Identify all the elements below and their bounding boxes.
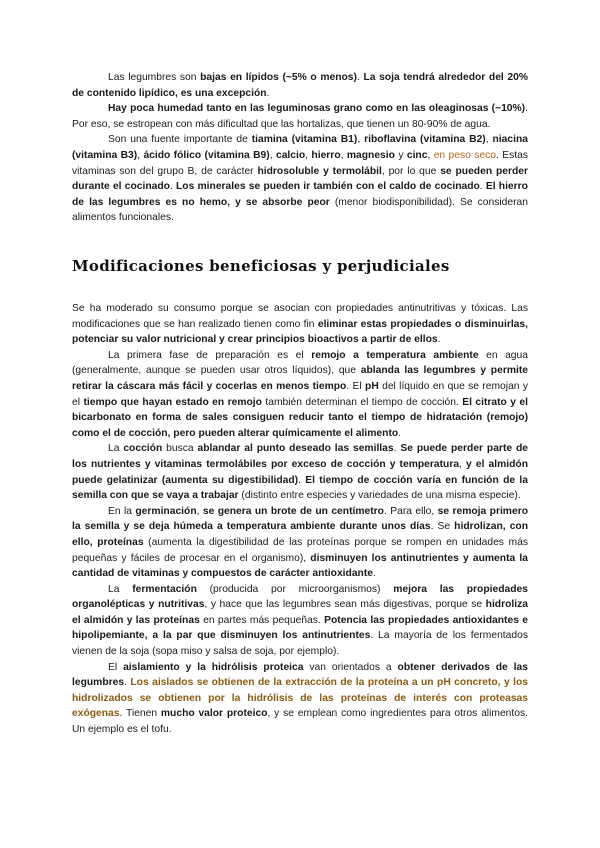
- bold-text: tiempo que hayan estado en remojo: [83, 396, 262, 408]
- text: . Tienen: [119, 708, 161, 720]
- bold-text: Hay poca humedad tanto en las leguminosas grano como en las oleaginosas (~10%): [108, 103, 526, 115]
- bold-text: remojo a temperatura ambiente: [311, 349, 479, 361]
- bold-text: fermentación: [132, 583, 197, 595]
- text: ,: [137, 149, 144, 161]
- bold-text: ablanda las legumbres y permite retirar la cáscara más fácil y cocerlas en menos tiempo: [72, 365, 528, 392]
- paragraph-humidity: [72, 101, 528, 132]
- text: .: [437, 334, 441, 346]
- text: Se ha moderado su consumo porque se asocian con propiedades antinutritivas y tóxicas. Las modificaciones que se han realizado tienen como fin: [72, 303, 528, 330]
- text: en agua (generalmente, aunque se pueden usar otros líquidos), que: [72, 349, 528, 377]
- paragraph-overview: [72, 301, 528, 348]
- paragraph-isolation: [72, 660, 528, 738]
- text: . Para ello,: [383, 505, 438, 517]
- text: . La mayoría de los fermentados vienen de la soja (sopa miso y salsa de soja, por ejemplo).: [72, 630, 528, 658]
- text: La: [108, 583, 133, 595]
- text: (menor biodisponibilidad). Se consideran alimentos funcionales.: [72, 196, 528, 224]
- text: (aumenta la digestibilidad de las proteínas porque se rompen en unidades más pequeñas y fáciles de procesar en el organismo),: [72, 536, 528, 564]
- text: y: [394, 149, 407, 161]
- text: .: [266, 87, 270, 99]
- text: La: [108, 443, 124, 455]
- bold-text: mejora las propiedades organolépticas y nutritivas: [72, 583, 528, 611]
- text: Las legumbres son: [108, 72, 201, 83]
- bold-text: El hierro de las legumbres es no hemo, y se absorbe peor: [72, 181, 528, 208]
- highlight-text: en peso seco: [433, 149, 496, 161]
- paragraph-vitamins: [72, 132, 528, 226]
- bold-text: riboflavina (vitamina B2): [364, 134, 486, 146]
- bold-text: ácido fólico (vitamina B9): [143, 149, 270, 161]
- paragraph-lipids: [72, 70, 528, 101]
- bold-text: se pueden perder durante el cocinado: [72, 165, 529, 193]
- text: . Por eso, se estropean con más dificultad que las hortalizas, que tienen un 80-90% de agua.: [72, 103, 528, 130]
- bold-text: El tiempo de cocción varía en función de la semilla con que se vaya a trabajar: [72, 474, 528, 502]
- bold-text: bajas en lípidos (~5% o menos): [200, 72, 357, 83]
- bold-text: hidroliza el almidón y las proteínas: [72, 599, 528, 626]
- text: . Se: [430, 521, 455, 533]
- text: ,: [357, 134, 365, 146]
- text: .: [124, 677, 131, 689]
- highlight-text: Los aislados se obtienen de la extracción de la proteína a un pH concreto, y los hidrolizados se obtienen por la hidrólisis de las proteínas de interés con proteasas exógenas: [72, 677, 528, 720]
- text: (distinto entre especies y variedades de una misma especie).: [238, 490, 521, 502]
- bold-text: niacina (vitamina B3): [72, 134, 528, 161]
- paragraph-germination: [72, 504, 528, 582]
- text: ,: [196, 505, 203, 517]
- bold-text: Los minerales se pueden ir también con el caldo de cocinado: [176, 181, 480, 193]
- bold-text: disminuyen los antinutrientes y aumenta la cantidad de vitaminas y compuestos de carácter antioxidante: [72, 552, 528, 580]
- bold-text: Se puede perder parte de los nutrientes y vitaminas termolábiles por exceso de cocción y temperatura: [72, 443, 528, 470]
- bold-text: obtener derivados de las legumbres: [72, 661, 528, 689]
- text: .: [373, 568, 376, 580]
- text: ,: [305, 149, 312, 161]
- text: busca: [162, 443, 198, 455]
- text: , y se emplean como ingredientes para otros alimentos. Un ejemplo es el tofu.: [72, 708, 528, 736]
- bold-text: El citrato y el bicarbonato en forma de sales consiguen reducir tanto el tiempo de hidratación (remojo) como el de cocción, pero pueden alterar químicamente el alimento: [72, 396, 528, 439]
- bold-text: cinc: [406, 149, 428, 161]
- bold-text: La soja tendrá alrededor del 20% de contenido lipídico, es una excepción: [72, 72, 528, 99]
- text: ,: [340, 149, 347, 161]
- bold-text: se genera un brote de un centímetro: [202, 505, 384, 517]
- text: , por lo que: [381, 165, 441, 177]
- text: Son una fuente importante de: [108, 134, 252, 146]
- bold-text: y el almidón puede gelatinizar (aumenta su digestibilidad): [72, 458, 528, 486]
- bold-text: Potencia las propiedades antioxidantes e hipolipemiante, a la par que disminuyen los antinutrientes: [72, 614, 529, 642]
- text: van orientados a: [303, 661, 398, 673]
- bold-text: cocción: [123, 443, 163, 455]
- modifications-block: [72, 301, 528, 738]
- text: ,: [459, 458, 467, 470]
- bold-text: hidrosoluble y termolábil: [257, 165, 382, 177]
- bold-text: pH: [365, 380, 379, 392]
- text: del líquido en que se remojan y el: [72, 380, 528, 408]
- text: La primera fase de preparación es el: [108, 349, 312, 361]
- text: En la: [108, 505, 136, 517]
- bold-text: magnesio: [346, 149, 395, 161]
- bold-text: germinación: [135, 505, 197, 517]
- section-heading: Modificaciones beneficiosas y perjudiciales: [72, 257, 450, 275]
- bold-text: aislamiento y la hidrólisis proteica: [123, 661, 304, 673]
- text: .: [298, 474, 306, 486]
- text: ,: [269, 149, 276, 161]
- text: ,: [485, 134, 493, 146]
- text: .: [398, 427, 402, 439]
- bold-text: se remoja primero la semilla y se deja húmeda a temperatura ambiente durante unos días: [72, 505, 528, 533]
- text: también determinan el tiempo de cocción.: [261, 396, 463, 408]
- intro-block: [72, 70, 528, 226]
- text: en partes más pequeñas.: [199, 614, 325, 626]
- text: .: [479, 181, 486, 193]
- text: .: [169, 181, 177, 193]
- bold-text: hidrolizan, con ello, proteínas: [72, 521, 529, 548]
- text: . Estas vitaminas son del grupo B, de carácter: [72, 149, 528, 177]
- text: (producida por microorganismos): [196, 583, 394, 595]
- bold-text: tiamina (vitamina B1): [251, 134, 358, 146]
- bold-text: ablandar al punto deseado las semillas: [197, 443, 394, 455]
- bold-text: mucho valor proteico: [160, 708, 268, 720]
- text: ,: [427, 149, 434, 161]
- bold-text: eliminar estas propiedades o disminuirlas, potenciar su valor nutricional y crear principios bioactivos a partir de ellos: [72, 318, 528, 346]
- paragraph-cooking: [72, 441, 528, 503]
- paragraph-fermentation: [72, 582, 528, 660]
- text: .: [393, 443, 401, 455]
- text: , y hace que las legumbres sean más digestivas, porque se: [204, 599, 486, 611]
- text: . El: [346, 380, 366, 392]
- text: El: [108, 661, 124, 673]
- text: .: [356, 72, 364, 83]
- bold-text: hierro: [311, 149, 341, 161]
- paragraph-soaking: [72, 348, 528, 442]
- bold-text: calcio: [275, 149, 306, 161]
